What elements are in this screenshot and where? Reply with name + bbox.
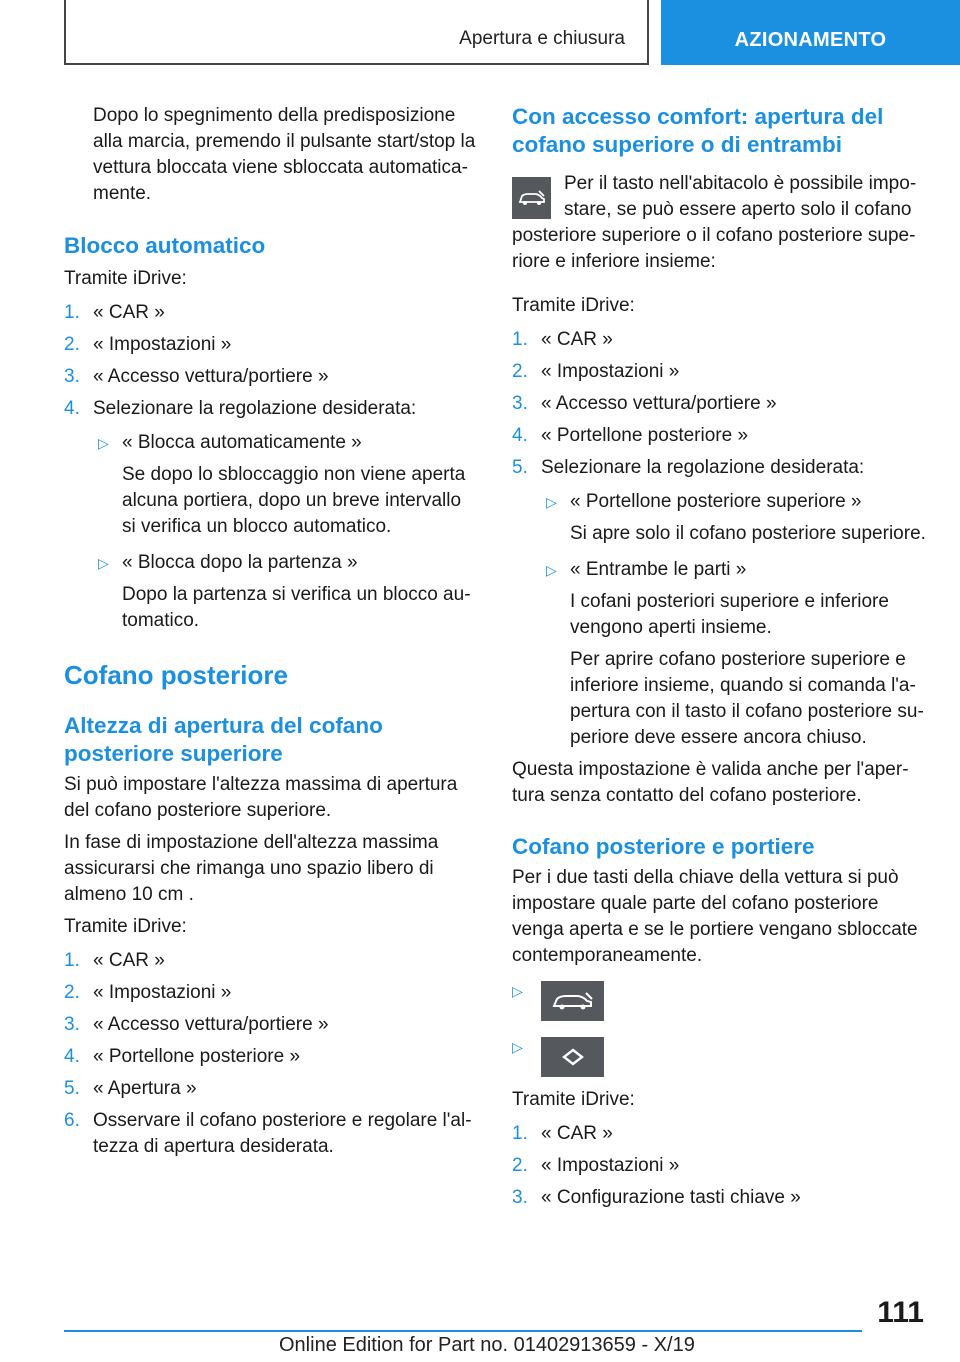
heading-cofano-portiere: Cofano posteriore e portiere [512, 834, 815, 859]
bullet-item: ▷ « Blocca automaticamente » [64, 430, 480, 456]
triangle-bullet-icon: ▷ [98, 435, 109, 451]
key-button-item [512, 1037, 928, 1077]
key-tailgate-icon [541, 981, 604, 1021]
left-column [64, 103, 480, 1160]
key-unlock-icon [541, 1037, 604, 1077]
paragraph: In fase di impostazione dell'altezza massima assicurarsi che rimanga uno spazio libero di almeno 10 cm . [64, 832, 439, 905]
car-tailgate-icon-shape [517, 188, 547, 208]
list-item: 4. « Portellone posteriore » [64, 1046, 301, 1067]
list-item: 5. Selezionare la regolazione desiderata: [512, 457, 865, 478]
bullet-description: Se dopo lo sbloccaggio non viene aperta alcuna portiera, dopo un breve intervallo si verifica un blocco automatico. [122, 464, 466, 537]
paragraph: Per il tasto nell'abitacolo è possibile impostare, se può essere aperto solo il cofano posteriore superiore o il cofano posteriore superiore e inferiore insieme: [512, 173, 917, 272]
list-item: 3. « Accesso vettura/portiere » [64, 366, 329, 387]
bullet-description: Per aprire cofano posteriore superiore e inferiore insieme, quando si comanda l'apertura con il tasto il cofano posteriore superiore deve essere ancora chiuso. [570, 649, 924, 748]
right-column [512, 103, 928, 1211]
triangle-bullet-icon: ▷ [512, 983, 523, 999]
list-item: 3. « Accesso vettura/portiere » [512, 393, 777, 414]
triangle-bullet-icon: ▷ [546, 494, 557, 510]
intro-paragraph: Dopo lo spegnimento della predisposizione alla marcia, premendo il pulsante start/stop la vettura bloccata viene sbloccata automaticamente. [93, 105, 476, 204]
ordered-list-altezza [64, 948, 480, 1160]
list-item: 4. « Portellone posteriore » [512, 425, 749, 446]
list-item: 3. « Accesso vettura/portiere » [64, 1014, 329, 1035]
list-item: 5. « Apertura » [64, 1078, 197, 1099]
bullet-item: ▷ « Blocca dopo la partenza » [64, 550, 480, 576]
heading-cofano-posteriore: Cofano posteriore [64, 660, 288, 690]
bullet-description: Si apre solo il cofano posteriore superiore. [570, 523, 926, 544]
paragraph: Questa impostazione è valida anche per l'apertura senza contatto del cofano posteriore. [512, 759, 909, 806]
list-item: 6. Osservare il cofano posteriore e regolare l'altezza di apertura desiderata. [64, 1110, 472, 1157]
bullet-description: Dopo la partenza si verifica un blocco automatico. [122, 584, 471, 631]
tramite-idrive-label: Tramite iDrive: [64, 916, 187, 937]
list-item: 1. « CAR » [512, 1123, 613, 1144]
list-item: 2. « Impostazioni » [512, 361, 680, 382]
header-chapter-title: AZIONAMENTO [734, 29, 887, 51]
list-item: 1. « CAR » [64, 302, 165, 323]
ordered-list-blocco [64, 300, 480, 422]
bullet-item: ▷ « Portellone posteriore superiore » [512, 489, 928, 515]
car-tailgate-icon [512, 177, 551, 219]
heading-altezza-apertura: Altezza di apertura del cofano posteriore superiore [64, 713, 383, 766]
triangle-bullet-icon: ▷ [98, 555, 109, 571]
tramite-idrive-label: Tramite iDrive: [64, 268, 187, 289]
footer-divider [64, 1330, 862, 1332]
key-button-item [512, 981, 928, 1021]
list-item: 3. « Configurazione tasti chiave » [512, 1187, 801, 1208]
page-number: 111 [877, 1296, 924, 1329]
header-chapter-tab [661, 0, 960, 65]
list-item: 2. « Impostazioni » [64, 334, 232, 355]
ordered-list-tasti [512, 1121, 928, 1211]
header-section-title: Apertura e chiusura [459, 28, 625, 49]
triangle-bullet-icon: ▷ [512, 1039, 523, 1055]
list-item: 1. « CAR » [512, 329, 613, 350]
tramite-idrive-label: Tramite iDrive: [512, 295, 635, 316]
list-item: 2. « Impostazioni » [64, 982, 232, 1003]
comfort-paragraph-with-icon [512, 171, 928, 275]
list-item: 1. « CAR » [64, 950, 165, 971]
triangle-bullet-icon: ▷ [546, 562, 557, 578]
footer-edition: Online Edition for Part no. 01402913659 - X/19 [279, 1334, 695, 1356]
bullet-description: I cofani posteriori superiore e inferiore vengono aperti insieme. [570, 591, 889, 638]
heading-accesso-comfort: Con accesso comfort: apertura del cofano superiore o di entrambi [512, 104, 884, 157]
bullet-item: ▷ « Entrambe le parti » [512, 557, 928, 583]
header-section-tab [64, 0, 649, 65]
ordered-list-comfort [512, 327, 928, 481]
heading-blocco-automatico: Blocco automatico [64, 233, 266, 258]
paragraph: Si può impostare l'altezza massima di apertura del cofano posteriore superiore. [64, 774, 458, 821]
paragraph: Per i due tasti della chiave della vettura si può impostare quale parte del cofano posteriore venga aperta e se le portiere vengano sbloccate contemporaneamente. [512, 867, 918, 966]
tramite-idrive-label: Tramite iDrive: [512, 1089, 635, 1110]
list-item: 2. « Impostazioni » [512, 1155, 680, 1176]
list-item: 4. Selezionare la regolazione desiderata: [64, 398, 417, 419]
